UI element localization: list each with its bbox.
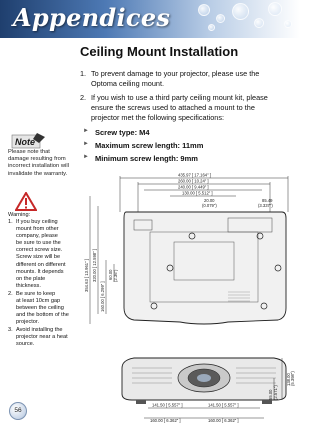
note-icon — [11, 133, 47, 149]
svg-text:141.50 [ 5.557" ]: 141.50 [ 5.557" ] — [152, 402, 183, 408]
projector-bottom-view — [124, 212, 286, 324]
bullet-arrow-icon: ► — [83, 141, 89, 147]
svg-text:320.00 [ 12.598" ]: 320.00 [ 12.598" ] — [92, 249, 97, 282]
spec-min-length: ► Minimum screw length: 9mm — [83, 154, 198, 163]
spec-max-length: ► Maximum screw length: 11mm — [83, 141, 204, 150]
svg-text:(5.398"): (5.398") — [290, 371, 295, 386]
svg-text:(3.337"): (3.337") — [258, 203, 273, 208]
svg-text:(0.079"): (0.079") — [202, 203, 217, 208]
svg-text:130.00 [ 5.512" ]: 130.00 [ 5.512" ] — [182, 190, 213, 196]
bullet-arrow-icon: ► — [83, 128, 89, 134]
svg-text:Note: Note — [15, 137, 35, 147]
svg-text:160.00 [ 6.299" ]: 160.00 [ 6.299" ] — [100, 281, 105, 312]
svg-text:20.00: 20.00 — [204, 198, 215, 203]
svg-text:(2.571"): (2.571") — [273, 385, 278, 400]
svg-text:138.00: 138.00 — [286, 373, 291, 386]
svg-text:60.00: 60.00 — [108, 269, 113, 280]
svg-text:160.00 [ 6.362" ]: 160.00 [ 6.362" ] — [150, 418, 181, 423]
page-heading: Ceiling Mount Installation — [80, 44, 239, 59]
note-text: Please note that damage resulting from incorrect installation will invalidate the warranty. — [8, 149, 69, 177]
step-number: 2. — [80, 93, 87, 102]
step-line: If you wish to use a third party ceiling mount kit, please — [91, 93, 268, 102]
header-banner — [0, 0, 300, 38]
step-line: Optoma ceiling mount. — [91, 79, 165, 88]
svg-text:141.50 [ 5.557" ]: 141.50 [ 5.557" ] — [208, 402, 239, 408]
page-section-title: Appendices — [13, 3, 171, 32]
bullet-arrow-icon: ► — [83, 154, 89, 160]
svg-text:160.00 [ 6.362" ]: 160.00 [ 6.362" ] — [208, 418, 239, 423]
step-line: To prevent damage to your projector, please use the — [91, 69, 260, 78]
bubble-decoration — [180, 0, 300, 38]
spec-screw-type: ► Screw type: M4 — [83, 128, 150, 137]
step-line: projector met the following specifications: — [91, 113, 225, 122]
ceiling-mount-diagram — [78, 172, 296, 424]
svg-text:435.97 [ 17.164" ]: 435.97 [ 17.164" ] — [178, 172, 211, 178]
page-number: 56 — [9, 402, 27, 420]
warning-title: Warning: — [8, 212, 31, 218]
warning-icon — [15, 192, 37, 211]
svg-text:354.63 [ 13.961" ]: 354.63 [ 13.961" ] — [84, 259, 89, 292]
projector-side-view — [122, 358, 286, 404]
step-line: ensure the screws used to attached a mount to the — [91, 103, 255, 112]
step-number: 1. — [80, 69, 87, 78]
svg-text:85.49: 85.49 — [262, 198, 273, 203]
svg-text:(2.36"): (2.36") — [113, 269, 118, 282]
svg-text:65.00: 65.00 — [268, 389, 273, 400]
svg-text:240.00 [ 9.449" ]: 240.00 [ 9.449" ] — [178, 184, 209, 190]
svg-text:260.00 [ 10.24" ]: 260.00 [ 10.24" ] — [178, 178, 209, 184]
